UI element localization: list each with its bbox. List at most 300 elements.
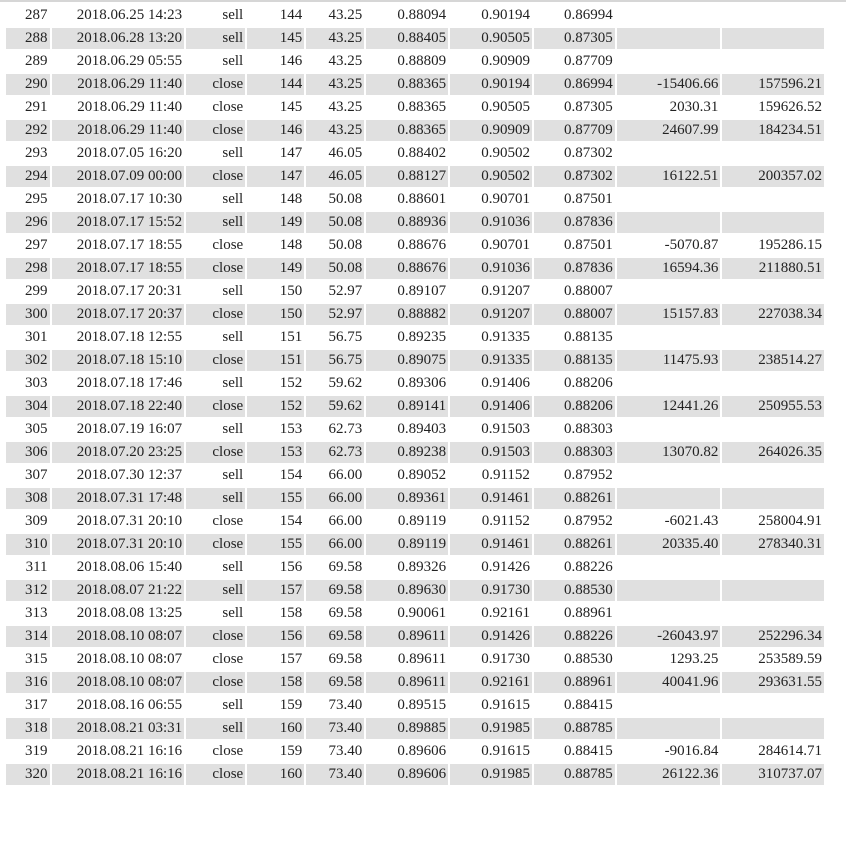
- cell-tp: 0.88135: [564, 329, 613, 345]
- cell-tp: 0.87836: [534, 212, 615, 233]
- cell-profit: 12441.26: [617, 396, 721, 417]
- cell-size: 46.05: [306, 166, 364, 187]
- cell-profit: 26122.36: [617, 764, 721, 785]
- cell-time: 2018.08.21 03:31: [52, 718, 185, 739]
- cell-profit: 16594.36: [617, 258, 721, 279]
- cell-tp: 0.88530: [564, 651, 613, 667]
- table-row: [6, 373, 824, 394]
- cell-sl: 0.90909: [481, 53, 530, 69]
- cell-type: close: [212, 743, 244, 759]
- cell-time: 2018.08.10 08:07: [52, 672, 185, 693]
- cell-price: 0.89611: [366, 626, 448, 647]
- cell-size: 50.08: [306, 212, 364, 233]
- cell-tp: 0.88007: [564, 283, 613, 299]
- table-row: [6, 511, 824, 532]
- cell-price: 0.88094: [397, 7, 447, 23]
- cell-order: 158: [247, 672, 304, 693]
- table-row: [6, 5, 824, 26]
- cell-profit: [617, 51, 721, 72]
- cell-type: close: [186, 304, 245, 325]
- cell-sl: 0.91730: [450, 580, 532, 601]
- cell-balance: [722, 5, 824, 26]
- cell-number: 292: [6, 120, 50, 141]
- cell-sl: 0.91985: [450, 718, 532, 739]
- cell-number: 294: [6, 166, 50, 187]
- cell-order: 151: [247, 350, 304, 371]
- cell-order: 155: [247, 488, 304, 509]
- cell-order: 156: [279, 559, 303, 575]
- table-row: [6, 465, 824, 486]
- cell-size: 73.40: [328, 697, 363, 713]
- cell-size: 43.25: [328, 53, 363, 69]
- cell-number: 304: [6, 396, 50, 417]
- cell-type: sell: [186, 28, 245, 49]
- cell-order: 144: [247, 74, 304, 95]
- cell-time: 2018.07.18 22:40: [52, 396, 185, 417]
- cell-price: 0.89107: [397, 283, 447, 299]
- cell-sl: 0.90909: [450, 120, 532, 141]
- cell-time: 2018.07.17 15:52: [52, 212, 185, 233]
- cell-sl: 0.90505: [481, 99, 530, 115]
- cell-order: 145: [247, 28, 304, 49]
- cell-price: 0.89630: [366, 580, 448, 601]
- cell-balance: 159626.52: [758, 99, 822, 115]
- cell-size: 62.73: [306, 442, 364, 463]
- cell-price: 0.88365: [366, 74, 448, 95]
- table-row: [6, 97, 824, 118]
- cell-size: 73.40: [306, 718, 364, 739]
- cell-number: 296: [6, 212, 50, 233]
- cell-price: 0.89238: [366, 442, 448, 463]
- cell-number: 288: [6, 28, 50, 49]
- cell-order: 148: [279, 237, 303, 253]
- cell-sl: 0.92161: [450, 672, 532, 693]
- cell-size: 69.58: [328, 559, 363, 575]
- cell-price: 0.88676: [397, 237, 447, 253]
- cell-sl: 0.91615: [481, 697, 530, 713]
- table-row: [6, 74, 824, 95]
- cell-balance: 253589.59: [758, 651, 822, 667]
- cell-sl: 0.90194: [481, 7, 530, 23]
- table-row: [6, 166, 824, 187]
- cell-tp: 0.87501: [564, 237, 613, 253]
- cell-sl: 0.90502: [450, 166, 532, 187]
- cell-size: 43.25: [306, 120, 364, 141]
- cell-profit: [617, 373, 721, 394]
- cell-time: 2018.07.17 20:31: [76, 283, 183, 299]
- table-row: [6, 741, 824, 762]
- cell-tp: 0.87709: [564, 53, 613, 69]
- cell-size: 50.08: [328, 191, 363, 207]
- cell-number: 295: [25, 191, 48, 207]
- cell-tp: 0.88261: [534, 534, 615, 555]
- cell-sl: 0.91461: [450, 488, 532, 509]
- cell-tp: 0.88785: [534, 764, 615, 785]
- cell-tp: 0.88961: [534, 672, 615, 693]
- cell-order: 149: [247, 258, 304, 279]
- table-row: [6, 718, 824, 739]
- cell-number: 297: [25, 237, 48, 253]
- cell-tp: 0.87709: [534, 120, 615, 141]
- cell-type: close: [186, 258, 245, 279]
- cell-tp: 0.88007: [534, 304, 615, 325]
- cell-profit: [617, 465, 721, 486]
- cell-type: close: [186, 764, 245, 785]
- cell-order: 157: [247, 580, 304, 601]
- trades-table-body: [6, 5, 824, 785]
- cell-time: 2018.07.05 16:20: [76, 145, 183, 161]
- cell-type: close: [186, 120, 245, 141]
- cell-price: 0.89306: [397, 375, 447, 391]
- cell-balance: 258004.91: [758, 513, 822, 529]
- cell-balance: [722, 695, 824, 716]
- cell-balance: 184234.51: [722, 120, 824, 141]
- cell-balance: 211880.51: [722, 258, 824, 279]
- cell-size: 46.05: [328, 145, 363, 161]
- cell-number: 301: [25, 329, 48, 345]
- cell-type: close: [186, 350, 245, 371]
- cell-price: 0.89606: [397, 743, 447, 759]
- cell-number: 318: [6, 718, 50, 739]
- cell-time: 2018.06.29 11:40: [52, 74, 185, 95]
- cell-sl: 0.91207: [481, 283, 530, 299]
- cell-size: 66.00: [306, 488, 364, 509]
- cell-number: 317: [25, 697, 48, 713]
- cell-type: sell: [222, 53, 244, 69]
- cell-number: 307: [25, 467, 48, 483]
- cell-sl: 0.91461: [450, 534, 532, 555]
- cell-order: 146: [247, 120, 304, 141]
- cell-order: 144: [279, 7, 303, 23]
- cell-type: sell: [222, 191, 244, 207]
- cell-balance: [722, 603, 824, 624]
- cell-sl: 0.91985: [450, 764, 532, 785]
- table-row: [6, 120, 824, 141]
- cell-type: close: [186, 672, 245, 693]
- cell-profit: -6021.43: [664, 513, 719, 529]
- top-divider: [0, 0, 846, 2]
- cell-tp: 0.87952: [564, 513, 613, 529]
- cell-size: 59.62: [328, 375, 363, 391]
- cell-profit: [617, 419, 721, 440]
- cell-tp: 0.87302: [534, 166, 615, 187]
- cell-tp: 0.86994: [534, 74, 615, 95]
- cell-time: 2018.07.31 20:10: [76, 513, 183, 529]
- cell-profit: 2030.31: [669, 99, 719, 115]
- cell-sl: 0.91406: [450, 396, 532, 417]
- cell-balance: 264026.35: [722, 442, 824, 463]
- cell-order: 160: [247, 718, 304, 739]
- cell-price: 0.89606: [366, 764, 448, 785]
- cell-time: 2018.07.17 20:37: [52, 304, 185, 325]
- table-row: [6, 695, 824, 716]
- cell-sl: 0.91503: [450, 442, 532, 463]
- table-row: [6, 327, 824, 348]
- cell-sl: 0.91615: [481, 743, 530, 759]
- cell-profit: [617, 327, 721, 348]
- cell-time: 2018.08.10 08:07: [52, 626, 185, 647]
- cell-order: 159: [279, 697, 303, 713]
- cell-size: 73.40: [328, 743, 363, 759]
- cell-number: 319: [25, 743, 48, 759]
- cell-size: 69.58: [306, 626, 364, 647]
- cell-tp: 0.87501: [564, 191, 613, 207]
- cell-tp: 0.88206: [534, 396, 615, 417]
- cell-balance: 195286.15: [758, 237, 822, 253]
- cell-order: 153: [279, 421, 303, 437]
- cell-size: 50.08: [328, 237, 363, 253]
- cell-price: 0.89141: [366, 396, 448, 417]
- cell-size: 66.00: [306, 534, 364, 555]
- cell-number: 290: [6, 74, 50, 95]
- cell-price: 0.89075: [366, 350, 448, 371]
- cell-type: sell: [222, 145, 244, 161]
- table-row: [6, 396, 824, 417]
- cell-number: 300: [6, 304, 50, 325]
- cell-time: 2018.06.29 11:40: [52, 120, 185, 141]
- cell-type: sell: [222, 329, 244, 345]
- trades-table: [4, 3, 826, 787]
- cell-profit: [617, 212, 721, 233]
- cell-price: 0.88809: [397, 53, 447, 69]
- cell-time: 2018.08.16 06:55: [76, 697, 183, 713]
- cell-order: 157: [279, 651, 303, 667]
- cell-tp: 0.88303: [534, 442, 615, 463]
- cell-time: 2018.08.08 13:25: [76, 605, 183, 621]
- cell-profit: 15157.83: [617, 304, 721, 325]
- cell-number: 308: [6, 488, 50, 509]
- cell-size: 62.73: [328, 421, 363, 437]
- cell-balance: [722, 28, 824, 49]
- cell-size: 66.00: [328, 467, 363, 483]
- cell-profit: [617, 488, 721, 509]
- cell-profit: -9016.84: [664, 743, 719, 759]
- cell-order: 156: [247, 626, 304, 647]
- cell-time: 2018.08.06 15:40: [76, 559, 183, 575]
- cell-price: 0.88365: [397, 99, 447, 115]
- table-row: [6, 672, 824, 693]
- table-row: [6, 143, 824, 164]
- cell-sl: 0.90502: [481, 145, 530, 161]
- cell-tp: 0.87302: [564, 145, 613, 161]
- cell-order: 147: [247, 166, 304, 187]
- cell-size: 43.25: [306, 28, 364, 49]
- cell-sl: 0.91406: [481, 375, 530, 391]
- cell-price: 0.89515: [397, 697, 447, 713]
- cell-sl: 0.91335: [481, 329, 530, 345]
- cell-order: 150: [247, 304, 304, 325]
- cell-order: 151: [279, 329, 303, 345]
- cell-number: 313: [25, 605, 48, 621]
- cell-balance: 310737.07: [722, 764, 824, 785]
- cell-tp: 0.88226: [564, 559, 613, 575]
- cell-price: 0.88936: [366, 212, 448, 233]
- cell-type: sell: [222, 375, 244, 391]
- cell-price: 0.88676: [366, 258, 448, 279]
- cell-number: 310: [6, 534, 50, 555]
- cell-price: 0.88127: [366, 166, 448, 187]
- cell-profit: 20335.40: [617, 534, 721, 555]
- table-row: [6, 304, 824, 325]
- cell-number: 289: [25, 53, 48, 69]
- cell-number: 305: [25, 421, 48, 437]
- cell-balance: [722, 189, 824, 210]
- table-row: [6, 626, 824, 647]
- cell-balance: [722, 718, 824, 739]
- table-row: [6, 212, 824, 233]
- cell-type: close: [186, 442, 245, 463]
- cell-balance: [722, 327, 824, 348]
- cell-type: sell: [222, 559, 244, 575]
- table-row: [6, 603, 824, 624]
- cell-balance: 252296.34: [722, 626, 824, 647]
- cell-price: 0.89611: [366, 672, 448, 693]
- cell-balance: 250955.53: [722, 396, 824, 417]
- cell-size: 43.25: [306, 74, 364, 95]
- cell-size: 43.25: [328, 99, 363, 115]
- cell-tp: 0.88206: [564, 375, 613, 391]
- cell-type: sell: [222, 421, 244, 437]
- cell-number: 309: [25, 513, 48, 529]
- cell-type: close: [212, 651, 244, 667]
- cell-number: 299: [25, 283, 48, 299]
- cell-time: 2018.07.17 18:55: [76, 237, 183, 253]
- cell-time: 2018.08.10 08:07: [76, 651, 183, 667]
- cell-number: 320: [6, 764, 50, 785]
- cell-price: 0.89119: [366, 534, 448, 555]
- cell-profit: 16122.51: [617, 166, 721, 187]
- table-row: [6, 419, 824, 440]
- cell-type: close: [186, 534, 245, 555]
- cell-profit: [617, 603, 721, 624]
- cell-tp: 0.88415: [564, 743, 613, 759]
- cell-size: 52.97: [328, 283, 363, 299]
- cell-profit: 13070.82: [617, 442, 721, 463]
- cell-order: 149: [247, 212, 304, 233]
- cell-time: 2018.08.07 21:22: [52, 580, 185, 601]
- cell-price: 0.88402: [397, 145, 447, 161]
- cell-size: 43.25: [328, 7, 363, 23]
- cell-number: 291: [25, 99, 48, 115]
- cell-number: 316: [6, 672, 50, 693]
- cell-profit: 40041.96: [617, 672, 721, 693]
- cell-profit: 24607.99: [617, 120, 721, 141]
- cell-order: 158: [279, 605, 303, 621]
- cell-profit: [617, 143, 721, 164]
- cell-sl: 0.91426: [450, 626, 532, 647]
- cell-profit: [617, 28, 721, 49]
- table-row: [6, 580, 824, 601]
- cell-profit: [617, 695, 721, 716]
- cell-balance: [722, 488, 824, 509]
- table-row: [6, 51, 824, 72]
- cell-order: 148: [279, 191, 303, 207]
- cell-time: 2018.06.29 11:40: [77, 99, 183, 115]
- cell-size: 50.08: [306, 258, 364, 279]
- cell-number: 287: [25, 7, 48, 23]
- cell-type: close: [186, 74, 245, 95]
- cell-time: 2018.07.31 17:48: [52, 488, 185, 509]
- table-row: [6, 488, 824, 509]
- cell-tp: 0.88415: [564, 697, 613, 713]
- cell-price: 0.89119: [397, 513, 447, 529]
- cell-balance: 238514.27: [722, 350, 824, 371]
- cell-time: 2018.07.18 15:10: [52, 350, 185, 371]
- cell-balance: [722, 212, 824, 233]
- cell-time: 2018.06.29 05:55: [76, 53, 183, 69]
- cell-order: 146: [279, 53, 303, 69]
- cell-number: 298: [6, 258, 50, 279]
- cell-sl: 0.90701: [481, 191, 530, 207]
- cell-sl: 0.92161: [481, 605, 530, 621]
- cell-profit: [617, 189, 721, 210]
- cell-number: 293: [25, 145, 48, 161]
- cell-number: 312: [6, 580, 50, 601]
- cell-order: 159: [279, 743, 303, 759]
- cell-profit: [617, 580, 721, 601]
- cell-tp: 0.87305: [534, 28, 615, 49]
- cell-number: 302: [6, 350, 50, 371]
- cell-number: 315: [25, 651, 48, 667]
- cell-price: 0.89326: [397, 559, 447, 575]
- cell-sl: 0.91036: [450, 212, 532, 233]
- cell-balance: [722, 143, 824, 164]
- cell-price: 0.88405: [366, 28, 448, 49]
- cell-price: 0.89361: [366, 488, 448, 509]
- cell-price: 0.89052: [397, 467, 447, 483]
- cell-type: close: [186, 396, 245, 417]
- cell-order: 147: [279, 145, 303, 161]
- cell-order: 152: [247, 396, 304, 417]
- cell-tp: 0.88261: [534, 488, 615, 509]
- cell-order: 154: [279, 513, 303, 529]
- cell-profit: -15406.66: [617, 74, 721, 95]
- cell-balance: [722, 580, 824, 601]
- table-row: [6, 189, 824, 210]
- cell-sl: 0.90701: [481, 237, 530, 253]
- cell-number: 306: [6, 442, 50, 463]
- cell-size: 59.62: [306, 396, 364, 417]
- cell-sl: 0.91503: [481, 421, 530, 437]
- cell-type: close: [186, 166, 245, 187]
- cell-time: 2018.06.25 14:23: [76, 7, 183, 23]
- cell-balance: [722, 419, 824, 440]
- table-row: [6, 764, 824, 785]
- cell-size: 52.97: [306, 304, 364, 325]
- cell-order: 155: [247, 534, 304, 555]
- cell-profit: [617, 281, 721, 302]
- cell-type: sell: [222, 605, 244, 621]
- cell-balance: 293631.55: [722, 672, 824, 693]
- cell-time: 2018.07.18 17:46: [76, 375, 183, 391]
- cell-time: 2018.08.21 16:16: [76, 743, 183, 759]
- cell-price: 0.89235: [397, 329, 447, 345]
- table-row: [6, 557, 824, 578]
- cell-type: sell: [186, 488, 245, 509]
- cell-tp: 0.86994: [564, 7, 613, 23]
- cell-type: sell: [222, 467, 244, 483]
- cell-size: 56.75: [328, 329, 363, 345]
- cell-time: 2018.07.20 23:25: [52, 442, 185, 463]
- cell-time: 2018.08.21 16:16: [52, 764, 185, 785]
- cell-order: 150: [279, 283, 303, 299]
- cell-price: 0.89885: [366, 718, 448, 739]
- table-row: [6, 350, 824, 371]
- cell-balance: [722, 465, 824, 486]
- cell-type: close: [212, 99, 244, 115]
- cell-order: 145: [279, 99, 303, 115]
- cell-sl: 0.91152: [481, 467, 530, 483]
